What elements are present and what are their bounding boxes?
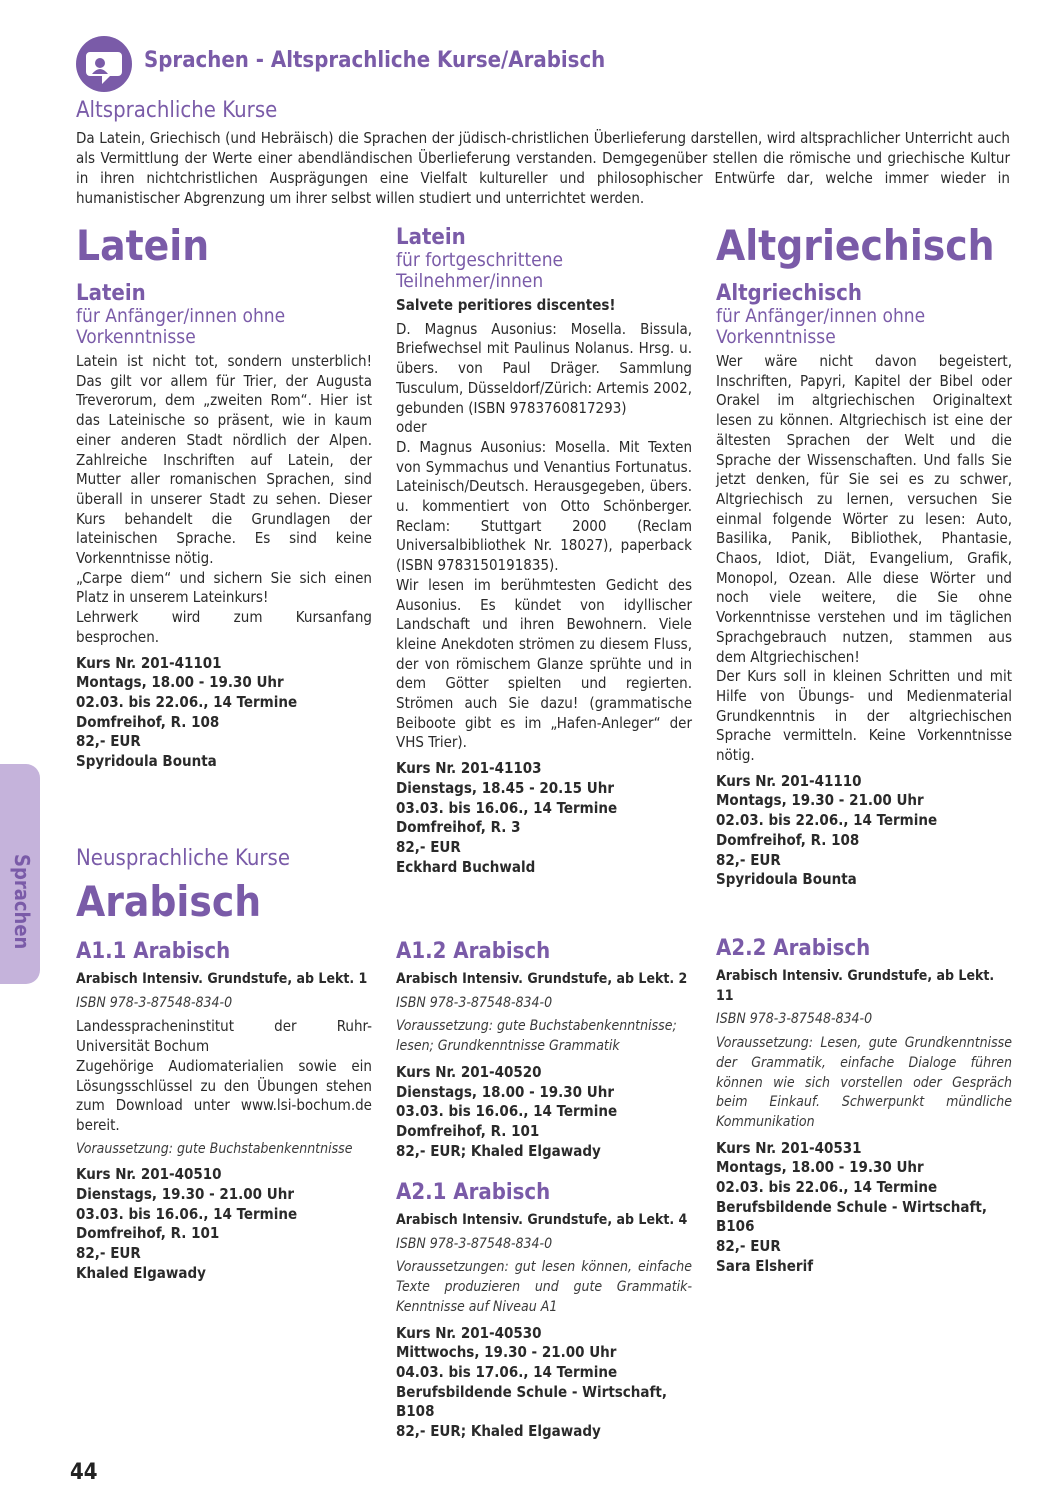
latein-title: Latein (76, 281, 146, 306)
neusprachlich-heading: Neusprachliche Kurse (76, 846, 291, 871)
a21-title: A2.1 Arabisch (396, 1180, 551, 1205)
course-dates: 02.03. bis 22.06., 14 Termine (716, 1178, 938, 1197)
course-schedule: Dienstags, 18.45 - 20.15 Uhr (396, 778, 614, 797)
altgriechisch-title: Altgriechisch (716, 281, 862, 306)
course-fee-teacher: 82,- EUR; Khaled Elgawady (396, 1141, 601, 1160)
a12-requirement: Voraussetzung: gute Buchstabenkenntnisse; lesen; Grundkenntnisse Grammatik (396, 1018, 677, 1055)
course-dates: 03.03. bis 16.06., 14 Termine (76, 1204, 298, 1223)
speech-person-icon (76, 36, 132, 92)
a11-title: A1.1 Arabisch (76, 939, 231, 964)
course-location: Domfreihof, R. 108 (76, 712, 220, 731)
latein-fort-greeting: Salvete peritiores discentes! (396, 296, 616, 314)
course-number: Kurs Nr. 201-41103 (396, 759, 542, 778)
course-location: Domfreihof, R. 108 (716, 830, 860, 849)
course-schedule: Montags, 19.30 - 21.00 Uhr (716, 791, 924, 810)
a12-isbn: ISBN 978-3-87548-834-0 (396, 994, 553, 1011)
course-schedule: Dienstags, 19.30 - 21.00 Uhr (76, 1185, 294, 1204)
course-location: Berufsbildende Schule - Wirtschaft, B108 (396, 1382, 667, 1421)
latein-fort-text-1: D. Magnus Ausonius: Mosella. Bissula, Briefwechsel mit Paulinus Nolanus. Hrsg. u. übers. von Paul Dräger. Sammlung Tusculum, Düsseldorf/Zürich: Artemis 2002, gebunden (ISBN 9783760817293) (396, 319, 692, 417)
a21-book: Arabisch Intensiv. Grundstufe, ab Lekt. 4 (396, 1212, 688, 1228)
a22-isbn: ISBN 978-3-87548-834-0 (716, 1011, 873, 1028)
latein-fort-subtitle: für fortgeschrittene Teilnehmer/innen (396, 249, 564, 292)
altgriechisch-text-1: Wer wäre nicht davon begeistert, Inschriften, Papyri, Kapitel der Bibel oder Orakel im altgriechischen Originaltext lesen zu können. Altgriechisch ist eine der ältesten Sprachen der Welt und die Sprache der Wissenschaften. Und falls Sie jetzt denken, für Sie sei es zu schwer, Altgriechisch zu lernen, versuchen Sie einmal folgende Wörter zu lesen: Auto, Basilika, Panik, Bibliothek, Phantasie, Chaos, Idiot, Diät, Evangelium, Grafik, Monopol, Ozean. Alle diese Wörter und noch viele weitere, die Sie ohne Vorkenntnisse verstehen und im täglichen Sprachgebrauch nutzen, stammen aus dem Altgriechischen! (716, 352, 1012, 666)
latein-section (76, 222, 372, 772)
intro-heading: Altsprachliche Kurse (76, 98, 278, 123)
a21-isbn: ISBN 978-3-87548-834-0 (396, 1235, 553, 1252)
latein-text-1: Latein ist nicht tot, sondern unsterblich! Das gilt vor allem für Trier, der Augusta Treverorum, dem „zweiten Rom“. Hier ist das Lateinische so präsent, wie in kaum einer anderen Stadt nördlich der Alpen. Zahlreiche Inschriften auf Latein, der Mutter aller romanischen Sprachen, sind überall in unserer Stadt zu sehen. Dieser Kurs behandelt die Grundlagen der lateinischen Sprache. Es sind keine Vorkenntnisse nötig. (76, 352, 372, 568)
latein-fort-section (396, 226, 692, 877)
course-location: Berufsbildende Schule - Wirtschaft, B106 (716, 1197, 987, 1236)
course-fee-teacher: 82,- EUR; Khaled Elgawady (396, 1422, 601, 1441)
a22-section (716, 937, 1012, 1277)
page-header-title: Sprachen - Altsprachliche Kurse/Arabisch (144, 48, 606, 73)
a11-requirement: Voraussetzung: gute Buchstabenkenntnisse (76, 1140, 353, 1157)
course-teacher: Spyridoula Bounta (716, 870, 857, 889)
course-fee: 82,- EUR (716, 850, 781, 869)
a22-requirement: Voraussetzung: Lesen, gute Grundkenntnisse der Grammatik, einfache Dialoge führen können wie sich vorstellen oder Gespräch beim Einkauf. Schwerpunkt mündliche Kommunikation (716, 1035, 1012, 1130)
latein-subtitle: für Anfänger/innen ohne Vorkenntnisse (76, 305, 286, 348)
latein-text-2: „Carpe diem“ und sichern Sie sich einen Platz in unserem Lateinkurs! (76, 568, 372, 607)
course-number: Kurs Nr. 201-40510 (76, 1165, 222, 1184)
neusprachlich-section (76, 846, 576, 926)
a12-title: A1.2 Arabisch (396, 939, 551, 964)
course-number: Kurs Nr. 201-40531 (716, 1138, 862, 1157)
a11-isbn: ISBN 978-3-87548-834-0 (76, 994, 233, 1011)
course-dates: 04.03. bis 17.06., 14 Termine (396, 1362, 618, 1381)
a12-section (396, 940, 692, 1161)
a22-title: A2.2 Arabisch (716, 936, 871, 961)
course-location: Domfreihof, R. 101 (396, 1121, 540, 1140)
latein-fort-title: Latein (396, 225, 466, 250)
a12-course-info (396, 1063, 692, 1162)
latein-big-title: Latein (76, 221, 210, 270)
a22-course-info (716, 1139, 1012, 1277)
latein-fort-text-2: D. Magnus Ausonius: Mosella. Mit Texten von Symmachus und Venantius Fortunatus. Lateinisch/Deutsch. Herausgegeben, übers. u. kommentiert von Otto Schönberger. Reclam: Stuttgart 2000 (Reclam Universalbibliothek Nr. 18027), paperback (ISBN 9783150191835). (396, 437, 692, 575)
course-number: Kurs Nr. 201-40530 (396, 1323, 542, 1342)
altgriechisch-big-title: Altgriechisch (716, 221, 995, 270)
course-schedule: Dienstags, 18.00 - 19.30 Uhr (396, 1082, 614, 1101)
a11-course-info (76, 1165, 372, 1283)
altgriechisch-text-2: Der Kurs soll in kleinen Schritten und mit Hilfe von Übungs- und Medienmaterial Grundkenntnis in der altgriechischen Sprache vermitteln. Keine Vorkenntnisse nötig. (716, 667, 1012, 765)
course-number: Kurs Nr. 201-41110 (716, 771, 862, 790)
a12-book: Arabisch Intensiv. Grundstufe, ab Lekt. 2 (396, 971, 688, 987)
altgriechisch-subtitle: für Anfänger/innen ohne Vorkenntnisse (716, 305, 926, 348)
course-dates: 03.03. bis 16.06., 14 Termine (396, 1102, 618, 1121)
course-schedule: Mittwochs, 19.30 - 21.00 Uhr (396, 1343, 617, 1362)
course-dates: 02.03. bis 22.06., 14 Termine (716, 811, 938, 830)
latein-fort-text-3: Wir lesen im berühmtesten Gedicht des Ausonius. Es kündet von idyllischer Landschaft und ihren Bewohnern. Viele kleine Anekdoten strömen zu diesem Fluss, der von römischem Glanze sprühte und in dem Götter spielten und regierten. Strömen auch Sie dazu! (grammatische Beiboote gibt es im „Hafen-Anleger“ der VHS Trier). (396, 575, 692, 752)
a21-course-info (396, 1324, 692, 1442)
a11-text-2: Zugehörige Audiomaterialien sowie ein Lösungsschlüssel zu den Übungen stehen zum Download unter www.lsi-bochum.de bereit. (76, 1056, 372, 1134)
intro-text: Da Latein, Griechisch (und Hebräisch) die Sprachen der jüdisch-christlichen Überlieferung darstellen, wird altsprachlicher Unterricht auch als Vermittlung der Werte einer abendländischen Überlieferung verstanden. Demgegenüber stellen die römische und griechische Kultur in ihren nichtchristlichen Ausprägungen eine Vielfalt kultureller und philosophischer Entwürfe dar, welche immer wieder in humanistischer Abgrenzung um ihrer selbst willen studiert und unterrichtet werden. (76, 129, 1010, 207)
a11-book: Arabisch Intensiv. Grundstufe, ab Lekt. 1 (76, 971, 368, 987)
page-number: 44 (70, 1460, 98, 1485)
side-tab-label (10, 854, 34, 894)
latein-course-info (76, 654, 372, 772)
altgriechisch-course-info (716, 772, 1012, 890)
course-number: Kurs Nr. 201-41101 (76, 653, 222, 672)
course-fee: 82,- EUR (76, 1244, 141, 1263)
a21-section (396, 1181, 692, 1442)
course-location: Domfreihof, R. 3 (396, 818, 521, 837)
course-location: Domfreihof, R. 101 (76, 1224, 220, 1243)
arabisch-big-title: Arabisch (76, 877, 262, 926)
a11-text-1: Landesspracheninstitut der Ruhr-Universität Bochum (76, 1017, 372, 1056)
a11-section (76, 940, 372, 1284)
latein-text-3: Lehrwerk wird zum Kursanfang besprochen. (76, 608, 372, 646)
course-teacher: Spyridoula Bounta (76, 752, 217, 771)
a22-book: Arabisch Intensiv. Grundstufe, ab Lekt. 11 (716, 968, 995, 1004)
course-teacher: Eckhard Buchwald (396, 857, 536, 876)
course-fee: 82,- EUR (76, 732, 141, 751)
course-schedule: Montags, 18.00 - 19.30 Uhr (76, 673, 284, 692)
course-teacher: Sara Elsherif (716, 1256, 814, 1275)
course-number: Kurs Nr. 201-40520 (396, 1062, 542, 1081)
latein-fort-oder: oder (396, 418, 427, 437)
course-teacher: Khaled Elgawady (76, 1263, 206, 1282)
altgriechisch-section (716, 222, 1012, 890)
course-fee: 82,- EUR (716, 1237, 781, 1256)
course-dates: 02.03. bis 22.06., 14 Termine (76, 692, 298, 711)
a21-requirement: Voraussetzungen: gut lesen können, einfache Texte produzieren und gute Grammatik-Kenntnisse auf Niveau A1 (396, 1259, 692, 1315)
course-dates: 03.03. bis 16.06., 14 Termine (396, 798, 618, 817)
course-fee: 82,- EUR (396, 837, 461, 856)
course-schedule: Montags, 18.00 - 19.30 Uhr (716, 1158, 924, 1177)
